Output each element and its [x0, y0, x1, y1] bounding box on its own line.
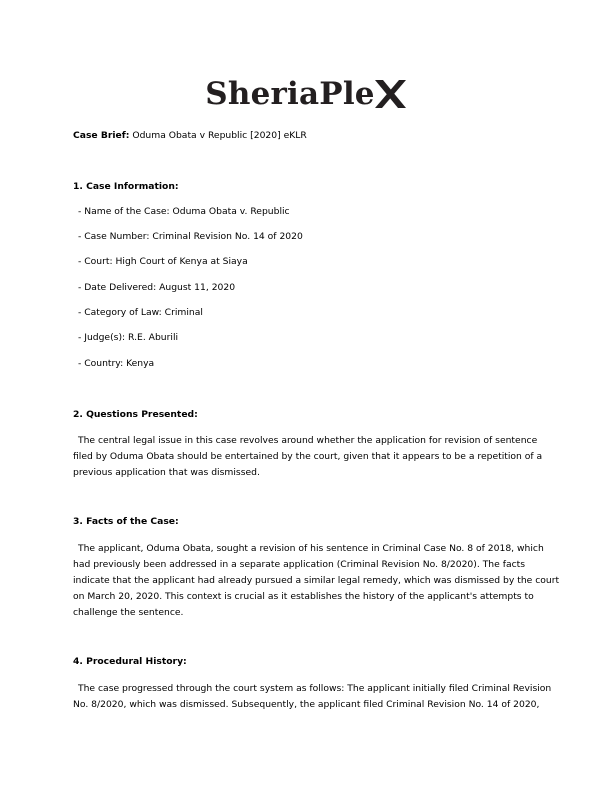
case-info-judges: - Judge(s): R.E. Aburili: [78, 332, 179, 343]
section-heading-case-information: 1. Case Information:: [73, 181, 179, 192]
case-info-name: - Name of the Case: Oduma Obata v. Republic: [78, 206, 290, 217]
case-info-country: - Country: Kenya: [78, 358, 155, 369]
paragraph-line: No. 8/2020, which was dismissed. Subsequently, the applicant filed Criminal Revision No. 14 of 2020,: [73, 699, 540, 710]
case-info-court: - Court: High Court of Kenya at Siaya: [78, 256, 248, 267]
paragraph-line: had previously been addressed in a separate application (Criminal Revision No. 8/2020). The facts: [73, 559, 526, 570]
paragraph-line: The applicant, Oduma Obata, sought a revision of his sentence in Criminal Case No. 8 of 2018, which: [78, 543, 544, 554]
procedural-history-paragraph: [73, 681, 552, 713]
case-brief-title: Oduma Obata v Republic [2020] eKLR: [129, 130, 307, 141]
brand-logo: [0, 76, 612, 120]
paragraph-line: filed by Oduma Obata should be entertained by the court, given that it appears to be a repetition of a: [73, 451, 543, 462]
case-info-date: - Date Delivered: August 11, 2020: [78, 282, 236, 293]
questions-paragraph: [73, 433, 543, 481]
x-logo-mark-icon: [373, 77, 407, 111]
section-heading-facts: 3. Facts of the Case:: [73, 516, 179, 527]
facts-paragraph: [73, 541, 560, 621]
case-info-number: - Case Number: Criminal Revision No. 14 of 2020: [78, 231, 303, 242]
paragraph-line: The case progressed through the court system as follows: The applicant initially filed Criminal Revision: [78, 683, 552, 694]
paragraph-line: The central legal issue in this case revolves around whether the application for revision of sentence: [78, 435, 538, 446]
paragraph-line: on March 20, 2020. This context is crucial as it establishes the history of the applicant's attempts to: [73, 591, 534, 602]
paragraph-line: challenge the sentence.: [73, 607, 184, 618]
case-brief-line: [73, 130, 307, 141]
paragraph-line: indicate that the applicant had already pursued a similar legal remedy, which was dismissed by the court: [73, 575, 560, 586]
section-heading-procedural-history: 4. Procedural History:: [73, 656, 187, 667]
logo-text: SheriaPle: [205, 76, 375, 112]
case-brief-label: Case Brief:: [73, 130, 130, 141]
section-heading-questions: 2. Questions Presented:: [73, 409, 198, 420]
case-info-category: - Category of Law: Criminal: [78, 307, 203, 318]
paragraph-line: previous application that was dismissed.: [73, 467, 260, 478]
